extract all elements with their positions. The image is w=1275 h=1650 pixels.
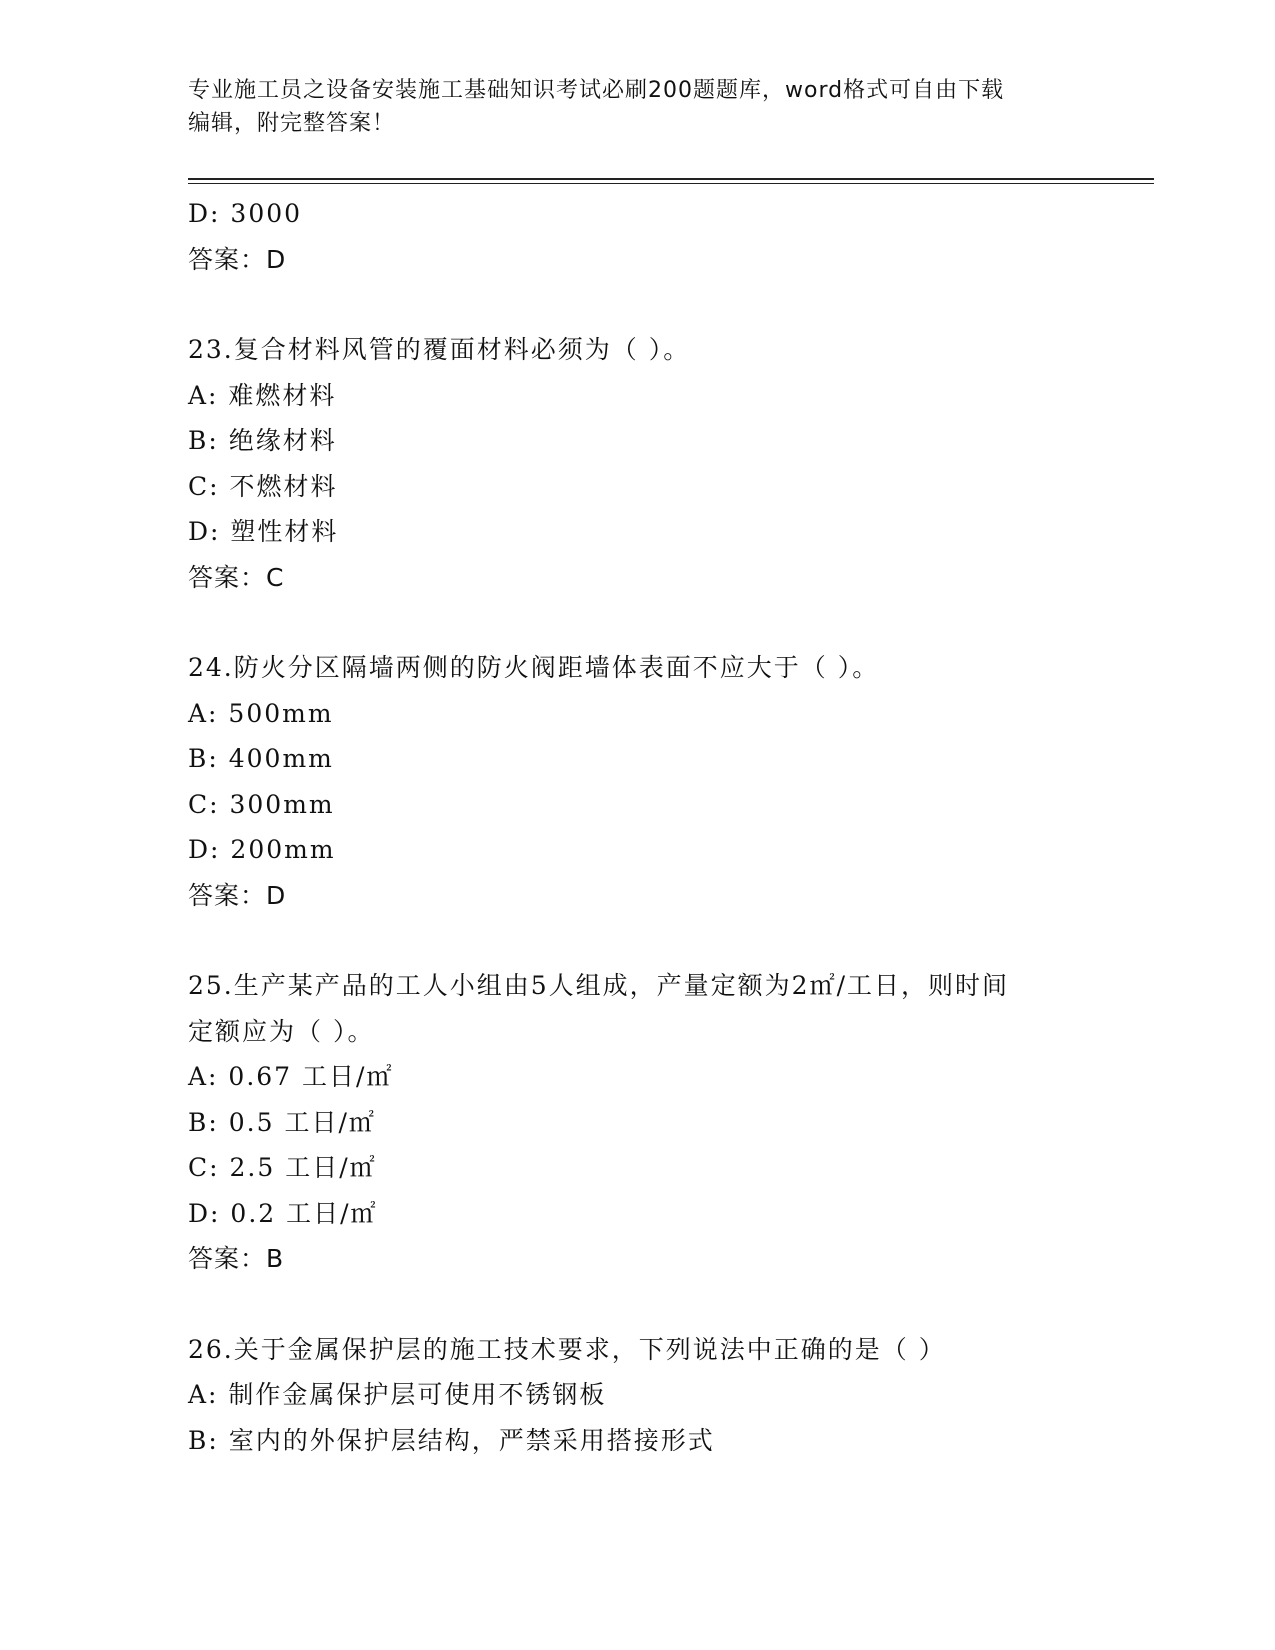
option-b: B: 0.5 工日/㎡	[188, 1107, 376, 1137]
document-header	[188, 74, 1088, 140]
option-b: B: 室内的外保护层结构，严禁采用搭接形式	[188, 1425, 715, 1455]
option-a: A: 难燃材料	[188, 380, 337, 410]
question-24	[188, 645, 1148, 918]
question-26	[188, 1327, 1148, 1464]
question-25	[188, 963, 1148, 1282]
header-line-2: 编辑，附完整答案！	[188, 111, 396, 136]
header-divider-thick	[188, 178, 1154, 180]
option-c: C: 300mm	[188, 789, 335, 819]
option-c: C: 不燃材料	[188, 471, 338, 501]
spacer	[188, 282, 1148, 327]
question-23	[188, 327, 1148, 600]
header-divider-thin	[188, 183, 1154, 184]
option-a: A: 0.67 工日/㎡	[188, 1062, 394, 1091]
answer: 答案：B	[188, 1244, 285, 1273]
answer: 答案：C	[188, 562, 285, 592]
option-a: A: 500mm	[188, 698, 334, 728]
answer: 答案：D	[188, 880, 287, 910]
question-stem: 23.复合材料风管的覆面材料必须为（ ）。	[188, 335, 691, 364]
question-stem-line-2: 定额应为（ ）。	[188, 1016, 375, 1046]
question-stem: 26.关于金属保护层的施工技术要求，下列说法中正确的是（ ）	[188, 1334, 946, 1364]
option-c: C: 2.5 工日/㎡	[188, 1153, 377, 1182]
option-d: D: 0.2 工日/㎡	[188, 1198, 378, 1228]
option-b: B: 绝缘材料	[188, 426, 337, 455]
option-d: D: 200mm	[188, 835, 336, 864]
header-line-1: 专业施工员之设备安装施工基础知识考试必刷200题题库，word格式可自由下载	[188, 78, 1005, 103]
question-stem-line-1: 25.生产某产品的工人小组由5人组成，产量定额为2㎡/工日，则时间	[188, 971, 1009, 1000]
option-d: D: 3000	[188, 199, 303, 228]
spacer	[188, 600, 1148, 645]
question-list	[188, 191, 1148, 1463]
question-22-tail	[188, 191, 1148, 282]
answer: 答案：D	[188, 244, 287, 274]
option-a: A: 制作金属保护层可使用不锈钢板	[188, 1380, 607, 1409]
option-d: D: 塑性材料	[188, 517, 339, 546]
spacer	[188, 918, 1148, 963]
question-stem: 24.防火分区隔墙两侧的防火阀距墙体表面不应大于（ ）。	[188, 653, 880, 682]
option-b: B: 400mm	[188, 744, 334, 773]
spacer	[188, 1282, 1148, 1327]
